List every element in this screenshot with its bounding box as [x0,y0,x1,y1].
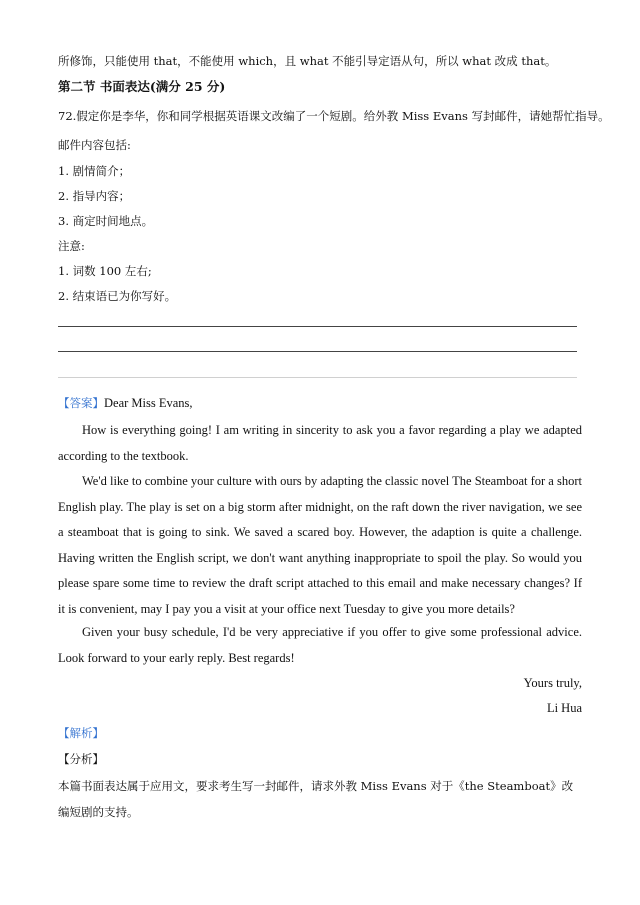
letter-paragraph: How is everything going! I am writing in sincerity to ask you a favor regarding a play we adapted according to the textbook. [58,423,582,463]
signature: Li Hua [546,701,582,715]
writing-line [58,351,577,352]
notes-label: 注意: [58,239,85,253]
notes-item: 1. 词数 100 左右; [58,264,152,278]
salutation: Dear Miss Evans, [104,396,193,410]
content-label: 邮件内容包括: [58,138,131,152]
section-divider [58,377,577,378]
writing-line [58,326,577,327]
closing: Yours truly, [523,676,582,690]
section-title: 第二节 书面表达(满分 25 分) [58,79,226,94]
analysis-tag: 【解析】 [58,726,104,740]
letter-paragraph: We'd like to combine your culture with ours by adapting the classic novel The Steamboat for a short English play. The play is set on a big storm after midnight, on the raft down the river navigation, we see a steamboat that is going to sink. We saved a scared boy. However, the adaption is quite a challenge. Having written the English script, we don't want anything inappropriate to spoil the play. So would you please spare some time to review the draft script attached to this email and make necessary changes? If it is convenient, may I pay you a visit at your office next Tuesday to give you more details? [58,474,582,616]
content-item: 3. 商定时间地点。 [58,214,154,228]
question-prompt: 72.假定你是李华，你和同学根据英语课文改编了一个短剧。给外教 Miss Evans 写封邮件，请她帮忙指导。 [58,109,610,123]
analysis-subheading: 【分析】 [58,752,104,766]
intro-note: 所修饰，只能使用 that，不能使用 which，且 what 不能引导定语从句，所以 what 改成 that。 [58,54,557,68]
answer-header [58,395,193,411]
answer-tag: 【答案】 [58,396,104,410]
notes-item: 2. 结束语已为你写好。 [58,289,177,303]
letter-paragraph: Given your busy schedule, I'd be very appreciative if you offer to give some professional advice. Look forward to your early reply. Best regards! [58,625,582,665]
content-item: 1. 剧情简介； [58,164,131,178]
analysis-text: 本篇书面表达属于应用文，要求考生写一封邮件，请求外教 Miss Evans 对于《the Steamboat》改编短剧的支持。 [58,779,574,819]
content-item: 2. 指导内容； [58,189,131,203]
